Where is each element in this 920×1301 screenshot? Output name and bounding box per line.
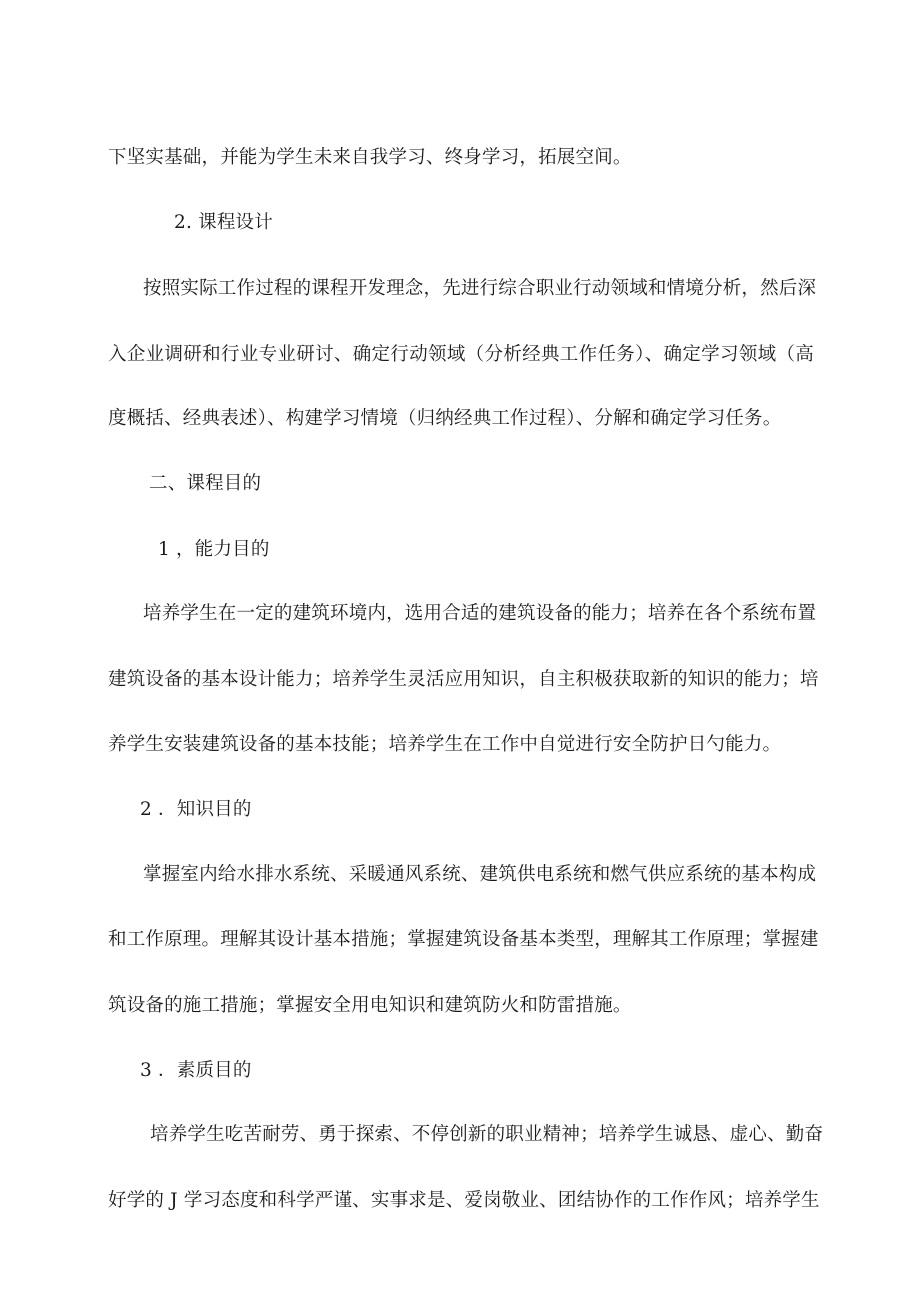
- ability-goal-line-2: 建筑设备的基本设计能力；培养学生灵活应用知识，自主积极获取新的知识的能力；培: [108, 669, 819, 690]
- ability-goal-line-1: 培养学生在一定的建筑环境内，选用合适的建筑设备的能力；培养在各个系统布置: [143, 603, 817, 624]
- heading-knowledge-goal: 2 ．知识目的: [140, 799, 252, 820]
- course-design-line-2: 入企业调研和行业专业研讨、确定行动领域（分析经典工作任务）、确定学习领域（高: [108, 344, 814, 365]
- knowledge-goal-line-2: 和工作原理。理解其设计基本措施；掌握建筑设备基本类型，理解其工作原理；掌握建: [108, 929, 819, 950]
- heading-course-design: 2. 课程设计: [174, 212, 273, 233]
- heading-ability-goal: 1 ，能力目的: [158, 539, 270, 560]
- ability-goal-line-3: 养学生安装建筑设备的基本技能；培养学生在工作中自觉进行安全防护日勺能力。: [108, 734, 782, 755]
- quality-goal-line-2: 好学的 J 学习态度和科学严谨、实事求是、爱岗敬业、团结协作的工作作风；培养学生: [108, 1190, 820, 1211]
- course-design-line-3: 度概括、经典表述）、构建学习情境（归纳经典工作过程）、分解和确定学习任务。: [108, 408, 782, 429]
- heading-course-goals: 二、课程目的: [149, 473, 262, 494]
- course-design-line-1: 按照实际工作过程的课程开发理念，先进行综合职业行动领域和情境分析，然后深: [143, 278, 817, 299]
- knowledge-goal-line-1: 掌握室内给水排水系统、采暖通风系统、建筑供电系统和燃气供应系统的基本构成: [143, 864, 817, 885]
- paragraph-intro-tail: 下坚实基础，并能为学生未来自我学习、终身学习，拓展空间。: [108, 147, 632, 168]
- heading-quality-goal: 3 ．素质目的: [140, 1060, 252, 1081]
- quality-goal-line-1: 培养学生吃苦耐劳、勇于探索、不停创新的职业精神；培养学生诚恳、虚心、勤奋: [150, 1124, 824, 1145]
- knowledge-goal-line-3: 筑设备的施工措施；掌握安全用电知识和建筑防火和防雷措施。: [108, 995, 632, 1016]
